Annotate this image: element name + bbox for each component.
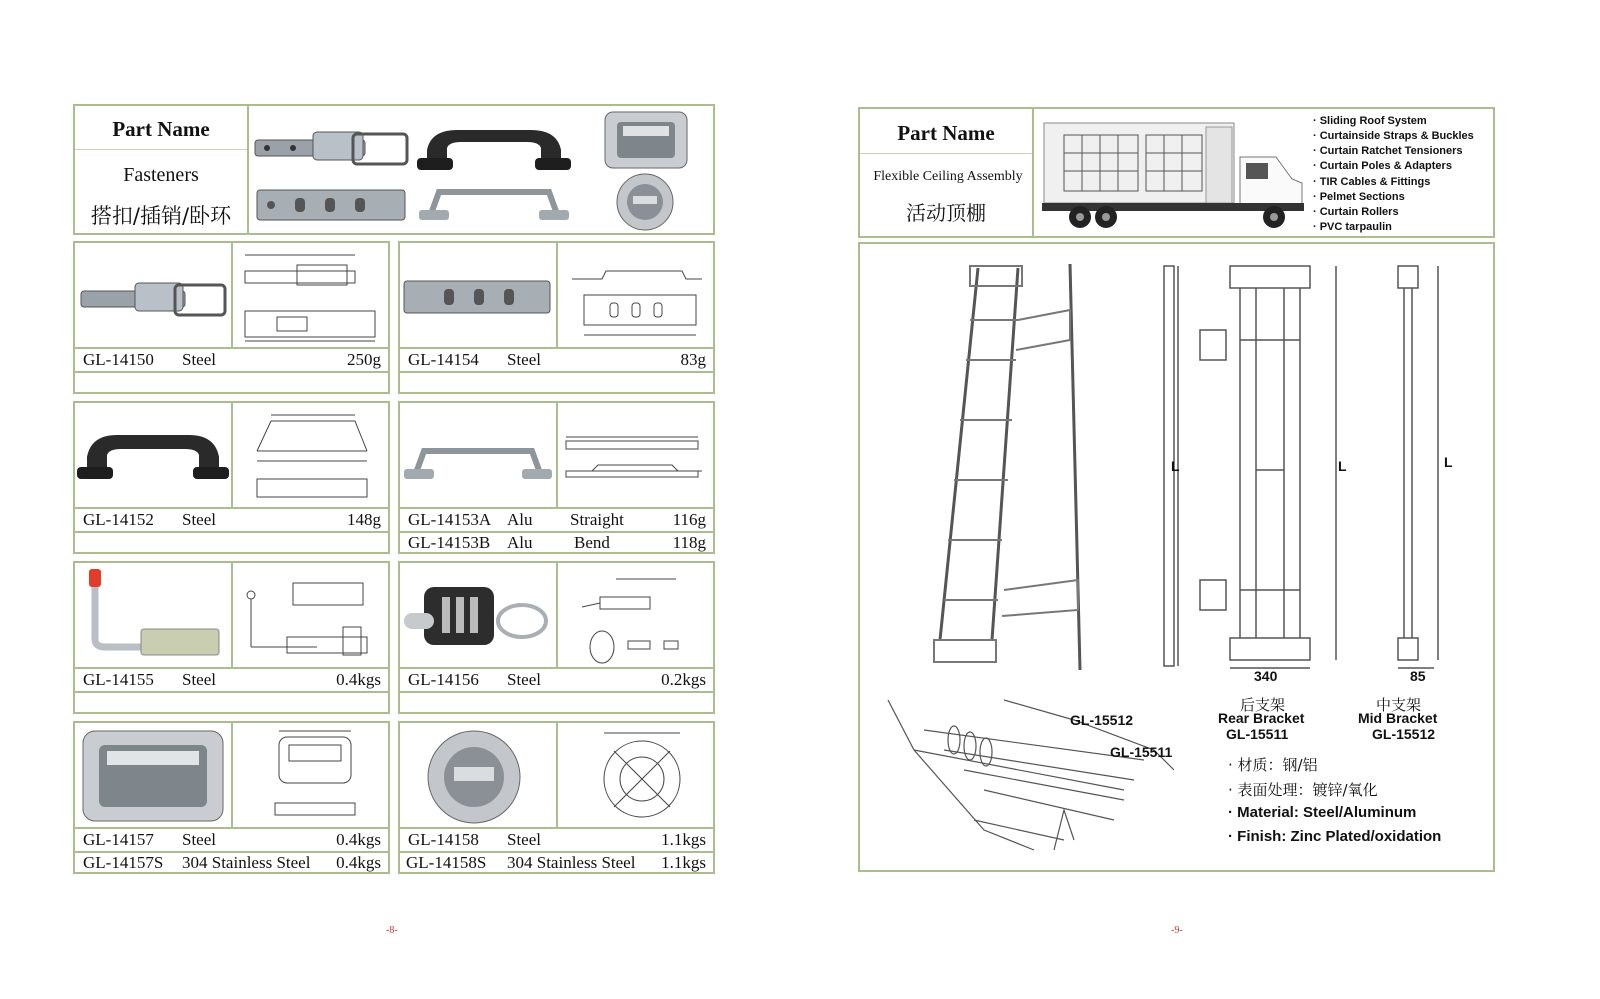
item-code-2: GL-14157S: [83, 853, 164, 872]
latch-image: [253, 126, 413, 172]
item-weight: 0.4kgs: [336, 670, 381, 689]
right-part-name-title: Part Name: [897, 121, 995, 145]
cell-hline: [400, 507, 713, 509]
cell-divider: [556, 403, 558, 509]
plate-photo: [402, 277, 554, 317]
item-card-gl-14154: [398, 241, 715, 394]
spring-bolt-photo: [85, 567, 225, 663]
right-header-box: [858, 107, 1495, 238]
mid-bracket-code: GL-15512: [1372, 726, 1436, 742]
cell-hline: [75, 827, 388, 829]
feature-item: · Pelmet Sections: [1313, 191, 1405, 203]
alu-handle-photo: [402, 443, 554, 483]
item-material: Steel: [182, 350, 216, 369]
feature-item: · Sliding Roof System: [1313, 115, 1427, 127]
item-weight-2: 1.1kgs: [661, 853, 706, 872]
item-code: GL-14152: [83, 510, 154, 529]
item-card-gl-14155: [73, 561, 390, 714]
item-card-gl-14150: [73, 241, 390, 394]
latch-photo: [79, 279, 229, 321]
mid-bracket-front-drawing: [1394, 260, 1454, 680]
mid-bracket-cn: 中支架: [1376, 696, 1422, 714]
right-header-divider: [860, 153, 1032, 154]
item-variant: Straight: [570, 510, 624, 529]
cell-bottom-line: [75, 531, 388, 533]
item-card-gl-14153: [398, 401, 715, 554]
item-code: GL-14157: [83, 830, 154, 849]
item-material: Steel: [507, 670, 541, 689]
item-code: GL-14155: [83, 670, 154, 689]
cell-hline: [75, 667, 388, 669]
note-material-en: · Material: Steel/Aluminum: [1228, 804, 1417, 821]
right-page-number: -9-: [1171, 925, 1183, 936]
item-material: Alu: [507, 510, 533, 529]
right-part-name-cn: 活动顶棚: [906, 201, 986, 225]
recessed-handle-drawing: [265, 727, 365, 827]
item-code: GL-14150: [83, 350, 154, 369]
item-code: GL-14153A: [408, 510, 492, 529]
feature-item: · TIR Cables & Fittings: [1313, 176, 1431, 188]
mid-bracket-en: Mid Bracket: [1358, 710, 1438, 726]
black-handle-photo: [77, 429, 229, 481]
dim-85: 85: [1410, 668, 1426, 684]
item-weight: 1.1kgs: [661, 830, 706, 849]
cell-hline: [75, 347, 388, 349]
round-ring-photo: [424, 727, 524, 827]
item-weight-2: 118g: [672, 533, 706, 552]
cell-hline: [400, 347, 713, 349]
callout-gl-15512: GL-15512: [1070, 712, 1134, 728]
dim-label-l: L: [1171, 458, 1180, 474]
cell-bottom-line: [75, 691, 388, 693]
plate-image: [255, 186, 410, 224]
feature-item: · Curtainside Straps & Buckles: [1313, 130, 1474, 142]
cell-bottom-line: [75, 371, 388, 373]
recessed-handle-image: [603, 110, 689, 170]
round-ring-image: [615, 172, 675, 232]
curtainside-truck-image: [1040, 117, 1310, 233]
item-weight: 116g: [672, 510, 706, 529]
item-weight: 148g: [347, 510, 381, 529]
item-code: GL-14154: [408, 350, 479, 369]
item-code: GL-14156: [408, 670, 479, 689]
item-code-2: GL-14158S: [406, 853, 487, 872]
ring-latch-photo: [404, 577, 552, 657]
note-finish-cn: · 表面处理：镀锌/氧化: [1228, 781, 1378, 799]
item-material: Steel: [182, 670, 216, 689]
item-card-gl-14152: [73, 401, 390, 554]
item-material-2: 304 Stainless Steel: [507, 853, 636, 872]
cell-divider: [231, 723, 233, 829]
cell-bottom-line: [400, 371, 713, 373]
cell-divider: [231, 243, 233, 349]
right-drawing-box: [858, 242, 1495, 872]
left-part-name-title: Part Name: [112, 117, 210, 141]
spring-bolt-drawing: [237, 567, 385, 665]
latch-drawing: [237, 247, 385, 345]
feature-item: · PVC tarpaulin: [1313, 221, 1392, 233]
item-code: GL-14158: [408, 830, 479, 849]
item-material: Steel: [182, 510, 216, 529]
item-weight: 0.4kgs: [336, 830, 381, 849]
cell-divider: [556, 723, 558, 829]
left-part-name-cn: 搭扣/插销/卧环: [90, 204, 232, 228]
dim-340: 340: [1254, 668, 1278, 684]
black-handle-image: [417, 124, 571, 172]
cell-divider: [231, 403, 233, 509]
dim-label-l: L: [1338, 458, 1347, 474]
item-weight: 83g: [680, 350, 706, 369]
rear-bracket-code: GL-15511: [1226, 726, 1289, 742]
item-code-2: GL-14153B: [408, 533, 491, 552]
black-handle-drawing: [237, 407, 385, 505]
right-header-vline: [1032, 109, 1034, 236]
alu-handle-drawing: [562, 427, 710, 487]
item-material-2: Alu: [507, 533, 533, 552]
bracket-frame-drawing: [930, 260, 1110, 680]
item-material: Steel: [507, 830, 541, 849]
note-finish-en: · Finish: Zinc Plated/oxidation: [1228, 828, 1442, 845]
alu-handle-image: [417, 184, 571, 224]
left-page-number: -8-: [386, 925, 398, 936]
item-variant-2: Bend: [574, 533, 610, 552]
feature-item: · Curtain Ratchet Tensioners: [1313, 145, 1463, 157]
ring-latch-drawing: [580, 571, 700, 667]
left-header-box: [73, 104, 715, 235]
right-part-name-en: Flexible Ceiling Assembly: [873, 169, 1023, 184]
item-card-gl-14157: [73, 721, 390, 874]
note-material-cn: · 材质：钢/铝: [1228, 756, 1318, 774]
left-part-name-en: Fasteners: [123, 164, 199, 186]
callout-gl-15511: GL-15511: [1110, 744, 1173, 760]
cell-divider: [231, 563, 233, 669]
round-ring-drawing: [592, 727, 692, 827]
dim-label-l: L: [1444, 454, 1453, 470]
cell-divider: [556, 563, 558, 669]
recessed-handle-photo: [81, 729, 225, 823]
item-card-gl-14156: [398, 561, 715, 714]
feature-item: · Curtain Rollers: [1313, 206, 1399, 218]
item-weight: 0.2kgs: [661, 670, 706, 689]
item-material: Steel: [182, 830, 216, 849]
cell-hline: [400, 827, 713, 829]
plate-drawing: [562, 249, 710, 343]
cell-divider: [556, 243, 558, 349]
item-weight: 250g: [347, 350, 381, 369]
rear-bracket-en: Rear Bracket: [1218, 710, 1305, 726]
left-header-vline: [247, 106, 249, 233]
rear-bracket-cn: 后支架: [1240, 696, 1286, 714]
feature-item: · Curtain Poles & Adapters: [1313, 160, 1452, 172]
item-material-2: 304 Stainless Steel: [182, 853, 311, 872]
item-material: Steel: [507, 350, 541, 369]
item-weight-2: 0.4kgs: [336, 853, 381, 872]
cell-bottom-line: [400, 691, 713, 693]
left-header-divider: [75, 149, 247, 150]
cell-hline: [400, 667, 713, 669]
item-card-gl-14158: [398, 721, 715, 874]
cell-hline: [75, 507, 388, 509]
